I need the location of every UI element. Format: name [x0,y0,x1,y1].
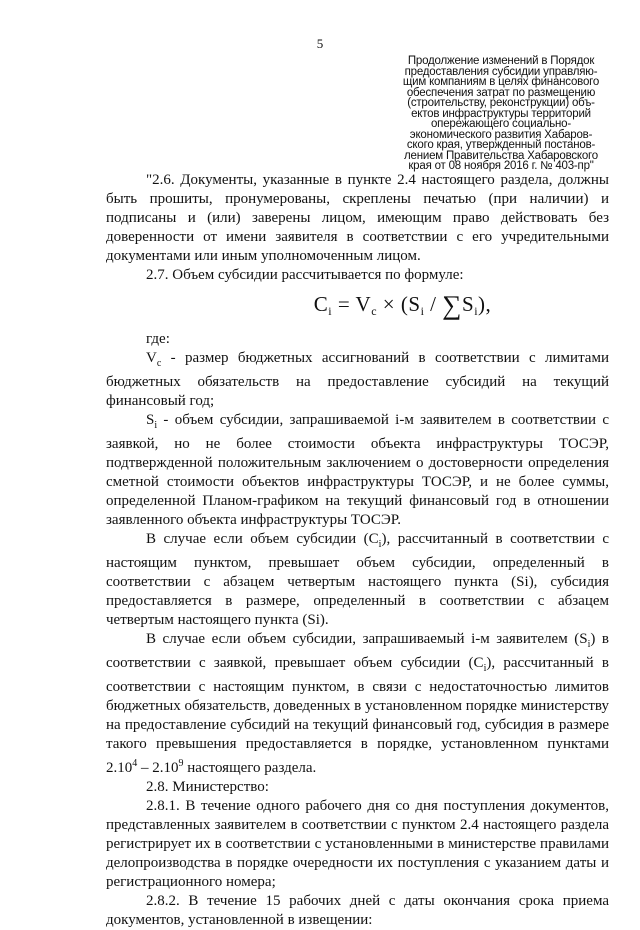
formula-part: = [332,292,356,316]
formula-sub: i [474,304,479,318]
case2-text-e: настоящего раздела. [183,760,317,776]
page-number: 5 [316,36,324,51]
formula-part: / [424,292,443,316]
header-note-line: ского края, утвержденный постанов- [406,139,596,151]
paragraph-case-2 [106,630,609,778]
paragraph-2-7: 2.7. Объем субсидии рассчитывается по формуле: [146,267,464,283]
header-note-line: лением Правительства Хабаровского [403,149,598,162]
header-note-line: Продолжение изменений в Порядок [407,55,595,67]
formula-sub: i [328,304,333,318]
header-note [392,56,610,172]
si-symbol: S [146,412,155,428]
paragraph-case-1 [106,530,609,630]
case2-subscript-1: i [587,639,591,650]
case2-text-d: – 2.10 [137,760,179,776]
header-note-line: экономического развития Хабаров- [409,128,593,141]
case2-text-a: В случае если объем субсидии, запрашиваемый i-м заявителем (S [146,631,588,647]
paragraph-2-8-1: 2.8.1. В течение одного рабочего дня со дня поступления документов, представленных заявителем в соответствии с пунктом 2.4 настоящего раздела регистрирует их в соответствии с установленными в министерстве правилами делопроизводства в порядке очередности их поступления с указанием даты и регистрационного номера; [106,798,609,890]
case2-text-c: ), рассчитанный в соответствии с настоящим пунктом, в связи с недостаточностью лимитов бюджетных обязательств, доведенных в установленном порядке министерству на предоставление субсидий на текущий финансовый год, субсидия в размере такого превышения предоставляется в порядке, установленном пунктами 2.10 [106,655,609,776]
formula-part: V [355,292,372,316]
vc-subscript: c [156,358,162,369]
paragraph-si-definition [106,411,609,530]
paragraph-2-8: 2.8. Министерство: [146,779,269,795]
header-note-line: края от 08 ноября 2016 г. № 403-пр" [408,160,594,172]
formula-part: S [462,292,475,316]
case2-subscript-2: i [483,663,487,674]
header-note-line: опережающего социально- [430,118,571,130]
formula-part: × ( [377,292,409,316]
subsidy-formula [196,291,609,324]
formula-sub: c [371,304,378,318]
formula-part: ), [478,292,492,316]
header-note-line: ектов инфраструктуры территорий [411,107,591,120]
case1-text-b: ), рассчитанный в соответствии с настоящим пунктом, превышает объем субсидии, определенный в соответствии с абзацем четвертым настоящего пункта (Si), субсидия предоставляется в размере, определенный в соответствии с абзацем четвертым настоящего пункта (Si). [106,531,610,628]
paragraph-vc-definition [106,349,609,411]
sigma-symbol: ∑ [442,290,462,320]
formula-sub: i [420,304,425,318]
formula-part: C [313,292,329,316]
paragraph-2-6: "2.6. Документы, указанные в пункте 2.4 настоящего раздела, должны быть прошиты, пронумерованы, скреплены печатью (при наличии) и подписаны и (или) заверены лицом, имеющим право действовать без доверенности от имени заявителя в соответствии с его учредительными документами или иным уполномоченным лицом. [106,172,609,264]
paragraph-2-8-2: 2.8.2. В течение 15 рабочих дней с даты окончания срока приема документов, установленной в извещении: [106,893,609,928]
case2-text-b: ) в соответствии с заявкой, превышает объем субсидии (C [106,631,609,671]
case1-text-a: В случае если объем субсидии (C [146,531,379,547]
header-note-line: предоставления субсидии управляю- [404,65,598,78]
vc-symbol: V [146,350,157,366]
header-note-line: обеспечения затрат по размещению [406,86,596,99]
vc-text: - размер бюджетных ассигнований в соответствии с лимитами бюджетных обязательств на предоставление субсидий на текущий финансовый год; [106,350,609,409]
case2-superscript-1: 4 [132,758,138,769]
si-subscript: i [154,420,158,431]
case1-subscript: i [378,539,382,550]
header-note-line: (строительству, реконструкции) объ- [407,97,595,109]
si-text: - объем субсидии, запрашиваемой i-м заявителем в соответствии с заявкой, но не более стоимости объекта инфраструктуры ТОСЭР, подтвержденной положительным заключением о достоверности определения сметной стоимости объектов инфраструктуры ТОСЭР, и не более суммы, определенной Планом-графиком на текущий финансовый год в отношении заявленного объекта инфраструктуры ТОСЭР. [106,412,609,528]
case2-superscript-2: 9 [178,758,184,769]
document-body [106,171,609,930]
where-label: где: [146,331,170,347]
formula-part: S [408,292,421,316]
header-note-line: щим компаниям в целях финансового [402,76,600,88]
